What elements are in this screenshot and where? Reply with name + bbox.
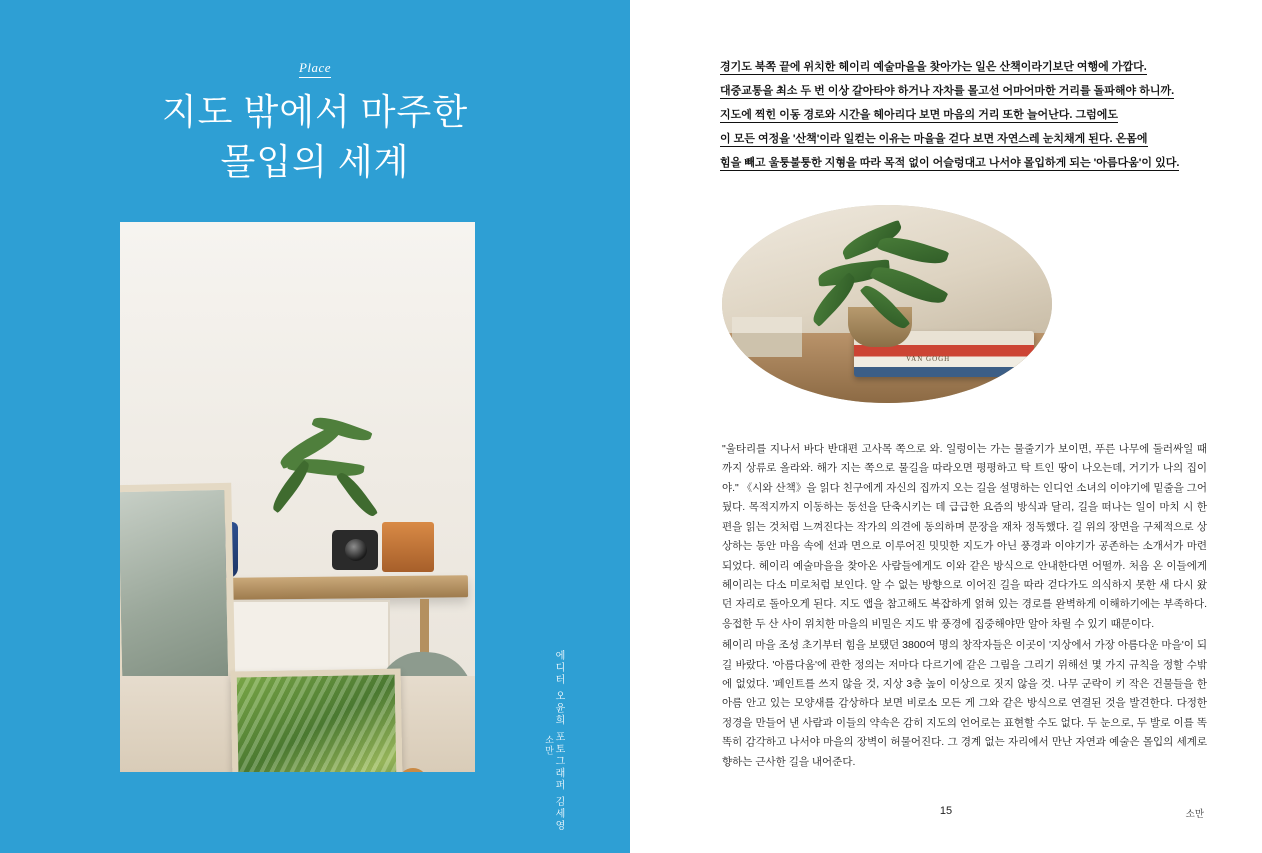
lead-line <box>720 128 1205 152</box>
left-page-content <box>0 0 630 853</box>
section-kicker <box>0 60 630 76</box>
photo-credit-secondary: 소만 <box>544 735 554 756</box>
page-title-line-1: 지도 밖에서 마주한 <box>161 92 469 132</box>
section-kicker-label: Place <box>299 60 331 78</box>
oval-photo-paper-stack <box>732 317 802 357</box>
left-page <box>0 0 630 853</box>
page-number: 15 <box>939 805 953 817</box>
lead-paragraph <box>720 56 1205 176</box>
photo-green-artwork <box>231 669 404 772</box>
lead-line <box>720 152 1205 176</box>
photo-orange-box <box>382 522 434 572</box>
oval-photo-plant <box>800 229 970 339</box>
lead-line-text: 힘을 빼고 울퉁불퉁한 지형을 따라 목적 없이 어슬렁대고 나서야 몰입하게 되는 '아름다움'이 있다. <box>720 157 1180 170</box>
oval-photo-book-title: VAN GOGH <box>906 355 951 363</box>
photo-credit: 에디터 오윤희 포토그래퍼 김세영 <box>553 650 564 833</box>
lead-line-text: 대중교통을 최소 두 번 이상 갈아타야 하거나 자차를 몰고선 어마어마한 거리를 돌파해야 하니까. <box>720 85 1175 98</box>
body-paragraph: "울타리를 지나서 바다 반대편 고사목 쪽으로 와. 일렁이는 가는 물줄기가 보이면, 푸른 나무에 둘러싸일 때까지 상류로 올라와. 해가 지는 쪽으로 물길을 따라오면 평평하고 탁 트인 땅이 나오는데, 거기가 나의 집이야." 《시와 산책》을 읽다 친구에게 자신의 집까지 오는 길을 설명하는 인디언 소녀의 이야기에 밑줄을 그어 뒀다. 목적지까지 이동하는 동선을 단축시키는 데 급급한 요즘의 방식과 달리, 길을 떠나는 일이 마치 시 한 편을 읽는 것처럼 느껴진다는 작가의 의견에 동의하며 문장을 재차 정독했다. 길 위의 장면을 구체적으로 상상하는 동안 마음 속에 선과 면으로 이루어진 밋밋한 지도가 아닌 풍경과 이야기가 공존하는 소개서가 마련되었다. 헤이리 예술마을을 찾아온 사람들에게도 이와 같은 방식으로 안내한다면 어떨까. 처음 온 이들에게 헤이리는 다소 미로처럼 보인다. 알 수 없는 방향으로 이어진 길을 따라 걷다가도 의식하지 못한 새 다시 왔던 자리로 돌아오게 된다. 지도 앱을 참고해도 복잡하게 얽혀 있는 경로를 완벽하게 이해하기에는 부족하다. 응접한 두 산 사이 위치한 마을의 비밀은 지도 밖 풍경에 집중해야만 알아 차릴 수 있기 때문이다. <box>722 443 1207 630</box>
cover-photo <box>120 222 475 772</box>
lead-line-text: 경기도 북쪽 끝에 위치한 헤이리 예술마을을 찾아가는 일은 산책이라기보단 여행에 가깝다. <box>720 61 1147 73</box>
page-title <box>0 88 630 187</box>
right-page <box>630 0 1262 853</box>
oval-photo <box>722 205 1052 403</box>
lead-line <box>720 80 1205 104</box>
publisher-mark: 소만 <box>1185 809 1204 820</box>
article-body <box>722 440 1207 772</box>
lead-line-text: 이 모든 여정을 '산책'이라 일컫는 이유는 마을을 걷다 보면 자연스레 눈치채게 된다. 온몸에 <box>720 133 1148 146</box>
lead-line-text: 지도에 찍힌 이동 경로와 시간을 헤아리다 보면 마음의 거리 또한 늘어난다. 그럼에도 <box>720 109 1118 122</box>
page-title-line-2: 몰입의 세계 <box>220 141 410 182</box>
body-paragraph: 헤이리 마을 조성 초기부터 힘을 보탰던 3800여 명의 창작자들은 이곳이 '지상에서 가장 아름다운 마을'이 되길 바랐다. '아름다움'에 관한 정의는 저마다 다르기에 같은 그림을 그리기 위해선 몇 가지 규칙을 정할 수밖에 없었다. '페인트를 쓰지 않을 것, 지상 3층 높이 이상으로 짓지 않을 것. 나무 군락이 키 작은 건물들을 한 아름 안고 있는 모양새를 감상하다 보면 비로소 모든 게 그와 같은 방식으로 연결된 것을 발견한다. 다정한 정경을 만들어 낸 사람과 이들의 약속은 감히 지도의 언어로는 표현할 수도 없다. 두 눈으로, 두 발로 이를 똑똑히 감각하고 나서야 마을의 장벽이 허물어진다. 그 경계 없는 자리에서 만난 자연과 예술은 몰입의 세계로 향하는 근사한 길을 내어준다. <box>722 639 1207 768</box>
lead-line <box>720 104 1205 128</box>
photo-camera <box>332 530 378 570</box>
lead-line <box>720 56 1205 80</box>
